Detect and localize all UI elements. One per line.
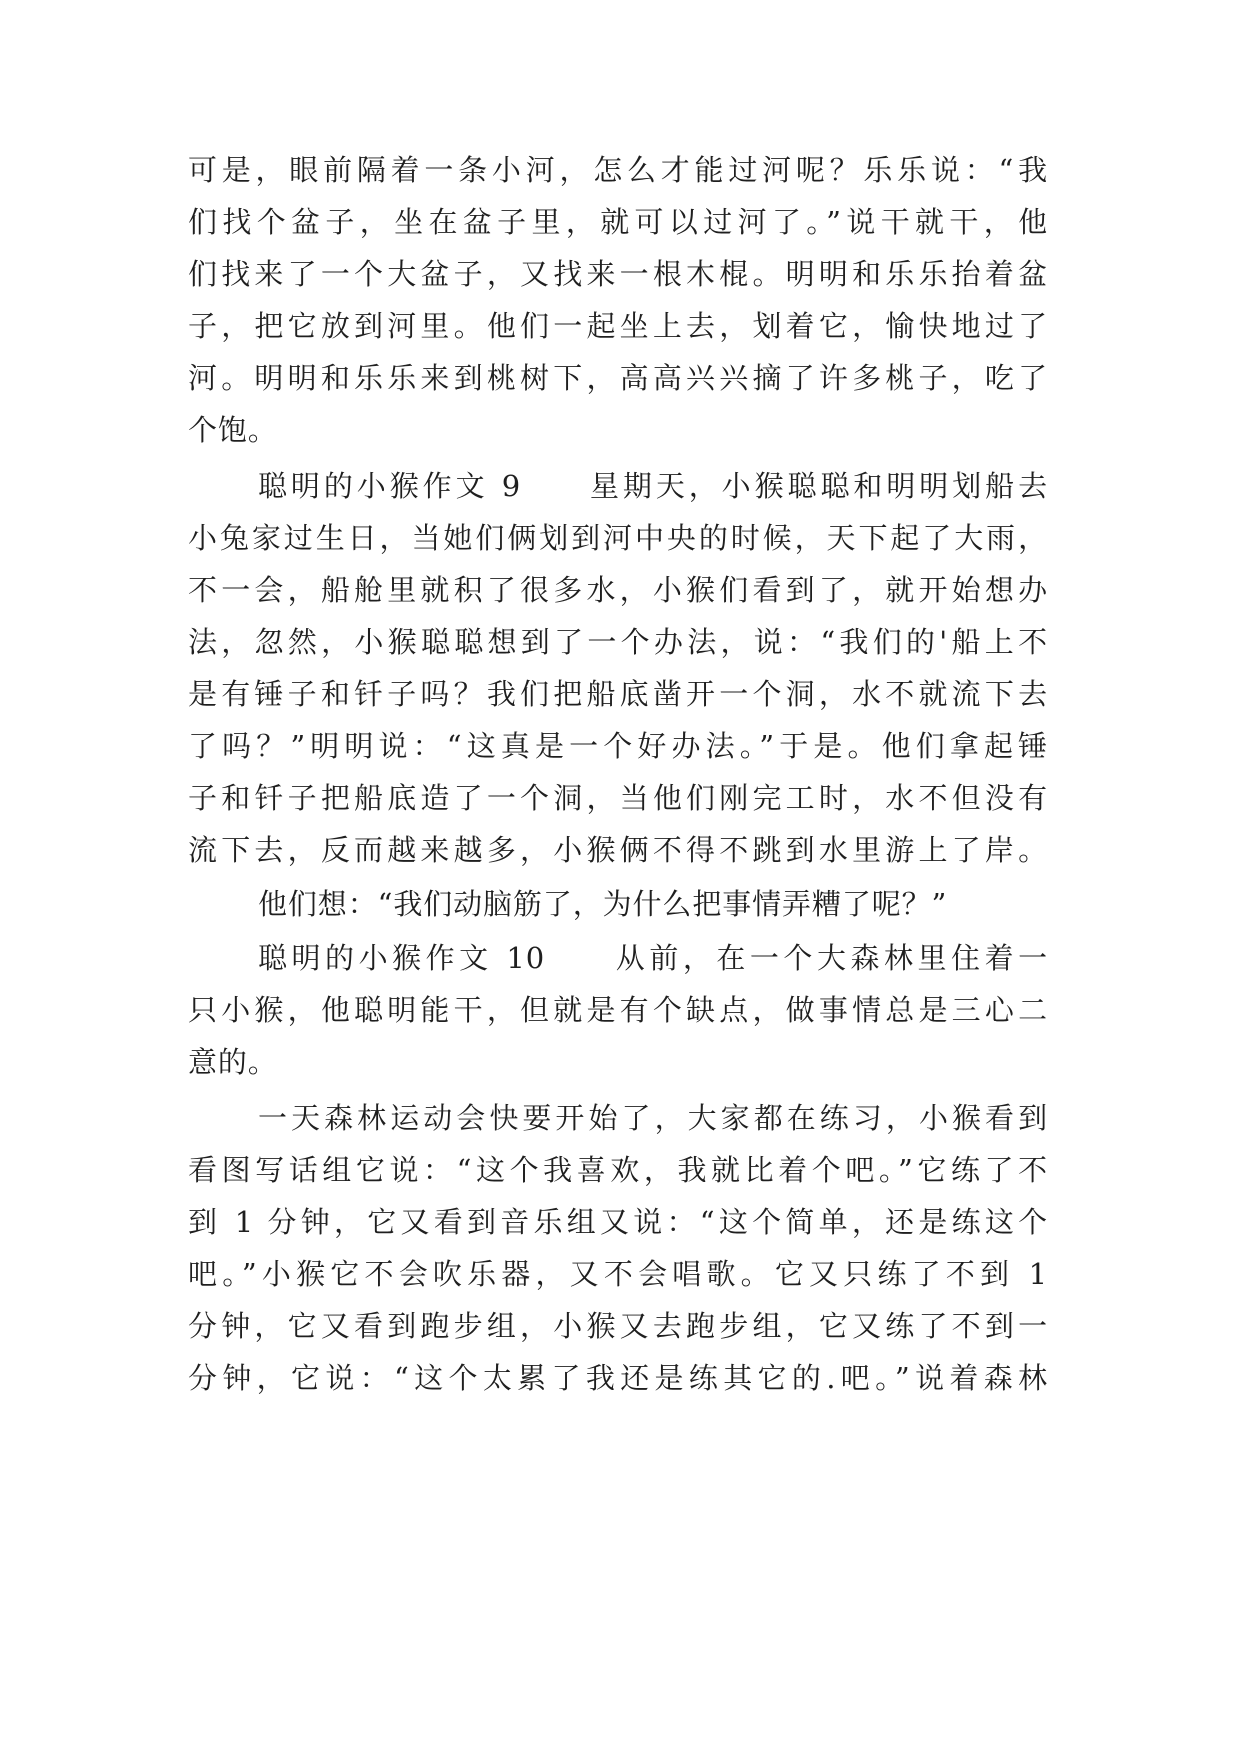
text-line: 们找个盆子，坐在盆子里，就可以过河了。”说干就干，他 (188, 205, 1048, 239)
text-line: 河。明明和乐乐来到桃树下，高高兴兴摘了许多桃子，吃了 (188, 361, 1048, 395)
text-line: 法，忽然，小猴聪聪想到了一个办法，说：“我们的'船上不 (188, 625, 1048, 659)
text-line: 了吗？”明明说：“这真是一个好办法。”于是。他们拿起锤 (188, 729, 1048, 763)
text-line: 吧。”小猴它不会吹乐器，又不会唱歌。它又只练了不到 1 (188, 1257, 1048, 1291)
text-line: 一天森林运动会快要开始了，大家都在练习，小猴看到 (258, 1101, 1048, 1135)
text-line: 个饱。 (188, 413, 278, 447)
text-line: 看图写话组它说：“这个我喜欢，我就比着个吧。”它练了不 (188, 1153, 1048, 1187)
text-line: 是有锤子和钎子吗？我们把船底凿开一个洞，水不就流下去 (188, 677, 1048, 711)
text-line: 到 1 分钟，它又看到音乐组又说：“这个简单，还是练这个 (188, 1205, 1048, 1239)
text-line: 不一会，船舱里就积了很多水，小猴们看到了，就开始想办 (188, 573, 1048, 607)
text-line: 流下去，反而越来越多，小猴俩不得不跳到水里游上了岸。 (188, 833, 1048, 867)
text-line: 聪明的小猴作文 10 从前，在一个大森林里住着一 (258, 941, 1048, 975)
text-line: 子，把它放到河里。他们一起坐上去，划着它，愉快地过了 (188, 309, 1048, 343)
text-line: 小兔家过生日，当她们俩划到河中央的时候，天下起了大雨， (188, 521, 1048, 555)
text-line: 只小猴，他聪明能干，但就是有个缺点，做事情总是三心二 (188, 993, 1048, 1027)
text-line: 他们想：“我们动脑筋了，为什么把事情弄糟了呢？” (258, 887, 948, 921)
text-line: 子和钎子把船底造了一个洞，当他们刚完工时，水不但没有 (188, 781, 1048, 815)
text-line: 分钟，它说：“这个太累了我还是练其它的.吧。”说着森林 (188, 1361, 1048, 1395)
text-line: 们找来了一个大盆子，又找来一根木棍。明明和乐乐抬着盆 (188, 257, 1048, 291)
text-line: 聪明的小猴作文 9 星期天，小猴聪聪和明明划船去 (258, 469, 1048, 503)
text-line: 意的。 (188, 1045, 278, 1079)
text-line: 可是，眼前隔着一条小河，怎么才能过河呢？乐乐说：“我 (188, 153, 1048, 187)
text-line: 分钟，它又看到跑步组，小猴又去跑步组，它又练了不到一 (188, 1309, 1048, 1343)
